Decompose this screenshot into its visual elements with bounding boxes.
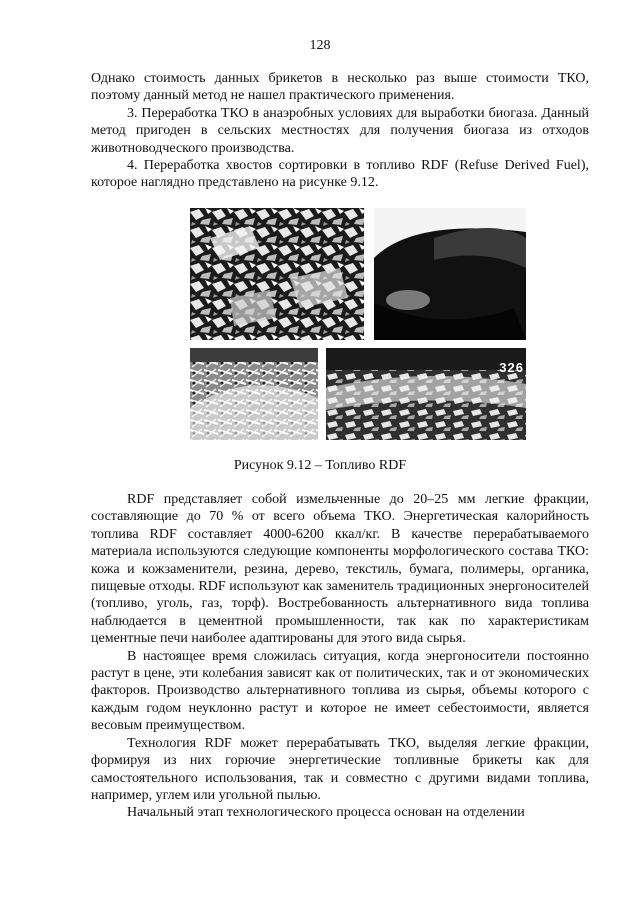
rdf-photo-site — [326, 348, 526, 440]
paragraph: Однако стоимость данных брикетов в несколько раз выше стоимости ТКО, поэтому данный метод не нашел практического применения. — [91, 71, 589, 104]
top-text-block — [91, 70, 589, 192]
paragraph: Технология RDF может перерабатывать ТКО, выделяя легкие фракции, формируя из них горючие энергетические топливные брикеты как для самостоятельного использования, так и совместно с другими видами топлива, например, углем или угольной пылью. — [91, 735, 589, 803]
rdf-photo-heap — [374, 208, 526, 340]
body-text-block — [91, 491, 589, 822]
figure-caption: Рисунок 9.12 – Топливо RDF — [233, 458, 407, 473]
paragraph: 4. Переработка хвостов сортировки в топливо RDF (Refuse Derived Fuel), которое наглядно представлено на рисунке 9.12. — [91, 158, 589, 191]
figure — [190, 208, 526, 440]
page-number: 128 — [309, 38, 331, 53]
rdf-photo-pile — [190, 348, 318, 440]
photo-stamp: 326 — [499, 360, 524, 375]
paragraph: RDF представляет собой измельченные до 20–25 мм легкие фракции, составляющие до 70 % от всего объема ТКО. Энергетическая калорийность топлива RDF составляет 4000-6200 ккал/кг. В качестве перерабатываемого материала используются следующие компоненты морфологического состава ТКО: кожа и кожзаменители, резина, дерево, текстиль, бумага, полимеры, органика, пищевые отходы. RDF используют как заменитель традиционных энергоносителей (топливо, уголь, газ, торф). Востребованность альтернативного вида топлива наблюдается в цементной промышленности, так как по характеристикам цементные печи наиболее адаптированы для этого вида сырья. — [91, 492, 589, 647]
paragraph: В настоящее время сложилась ситуация, когда энергоносители постоянно растут в цене, эти колебания зависят как от политических, так и от экономических факторов. Производство альтернативного топлива из сырья, объемы которого с каждым годом неуклонно растут и которое не имеет себестоимости, является весовым преимуществом. — [91, 648, 589, 734]
rdf-photo-shredded — [190, 208, 364, 340]
paragraph: 3. Переработка ТКО в анаэробных условиях для выработки биогаза. Данный метод пригоден в сельских местностях для получения биогаза из отходов животноводческого производства. — [91, 105, 589, 156]
paragraph: Начальный этап технологического процесса основан на отделении — [127, 805, 525, 821]
